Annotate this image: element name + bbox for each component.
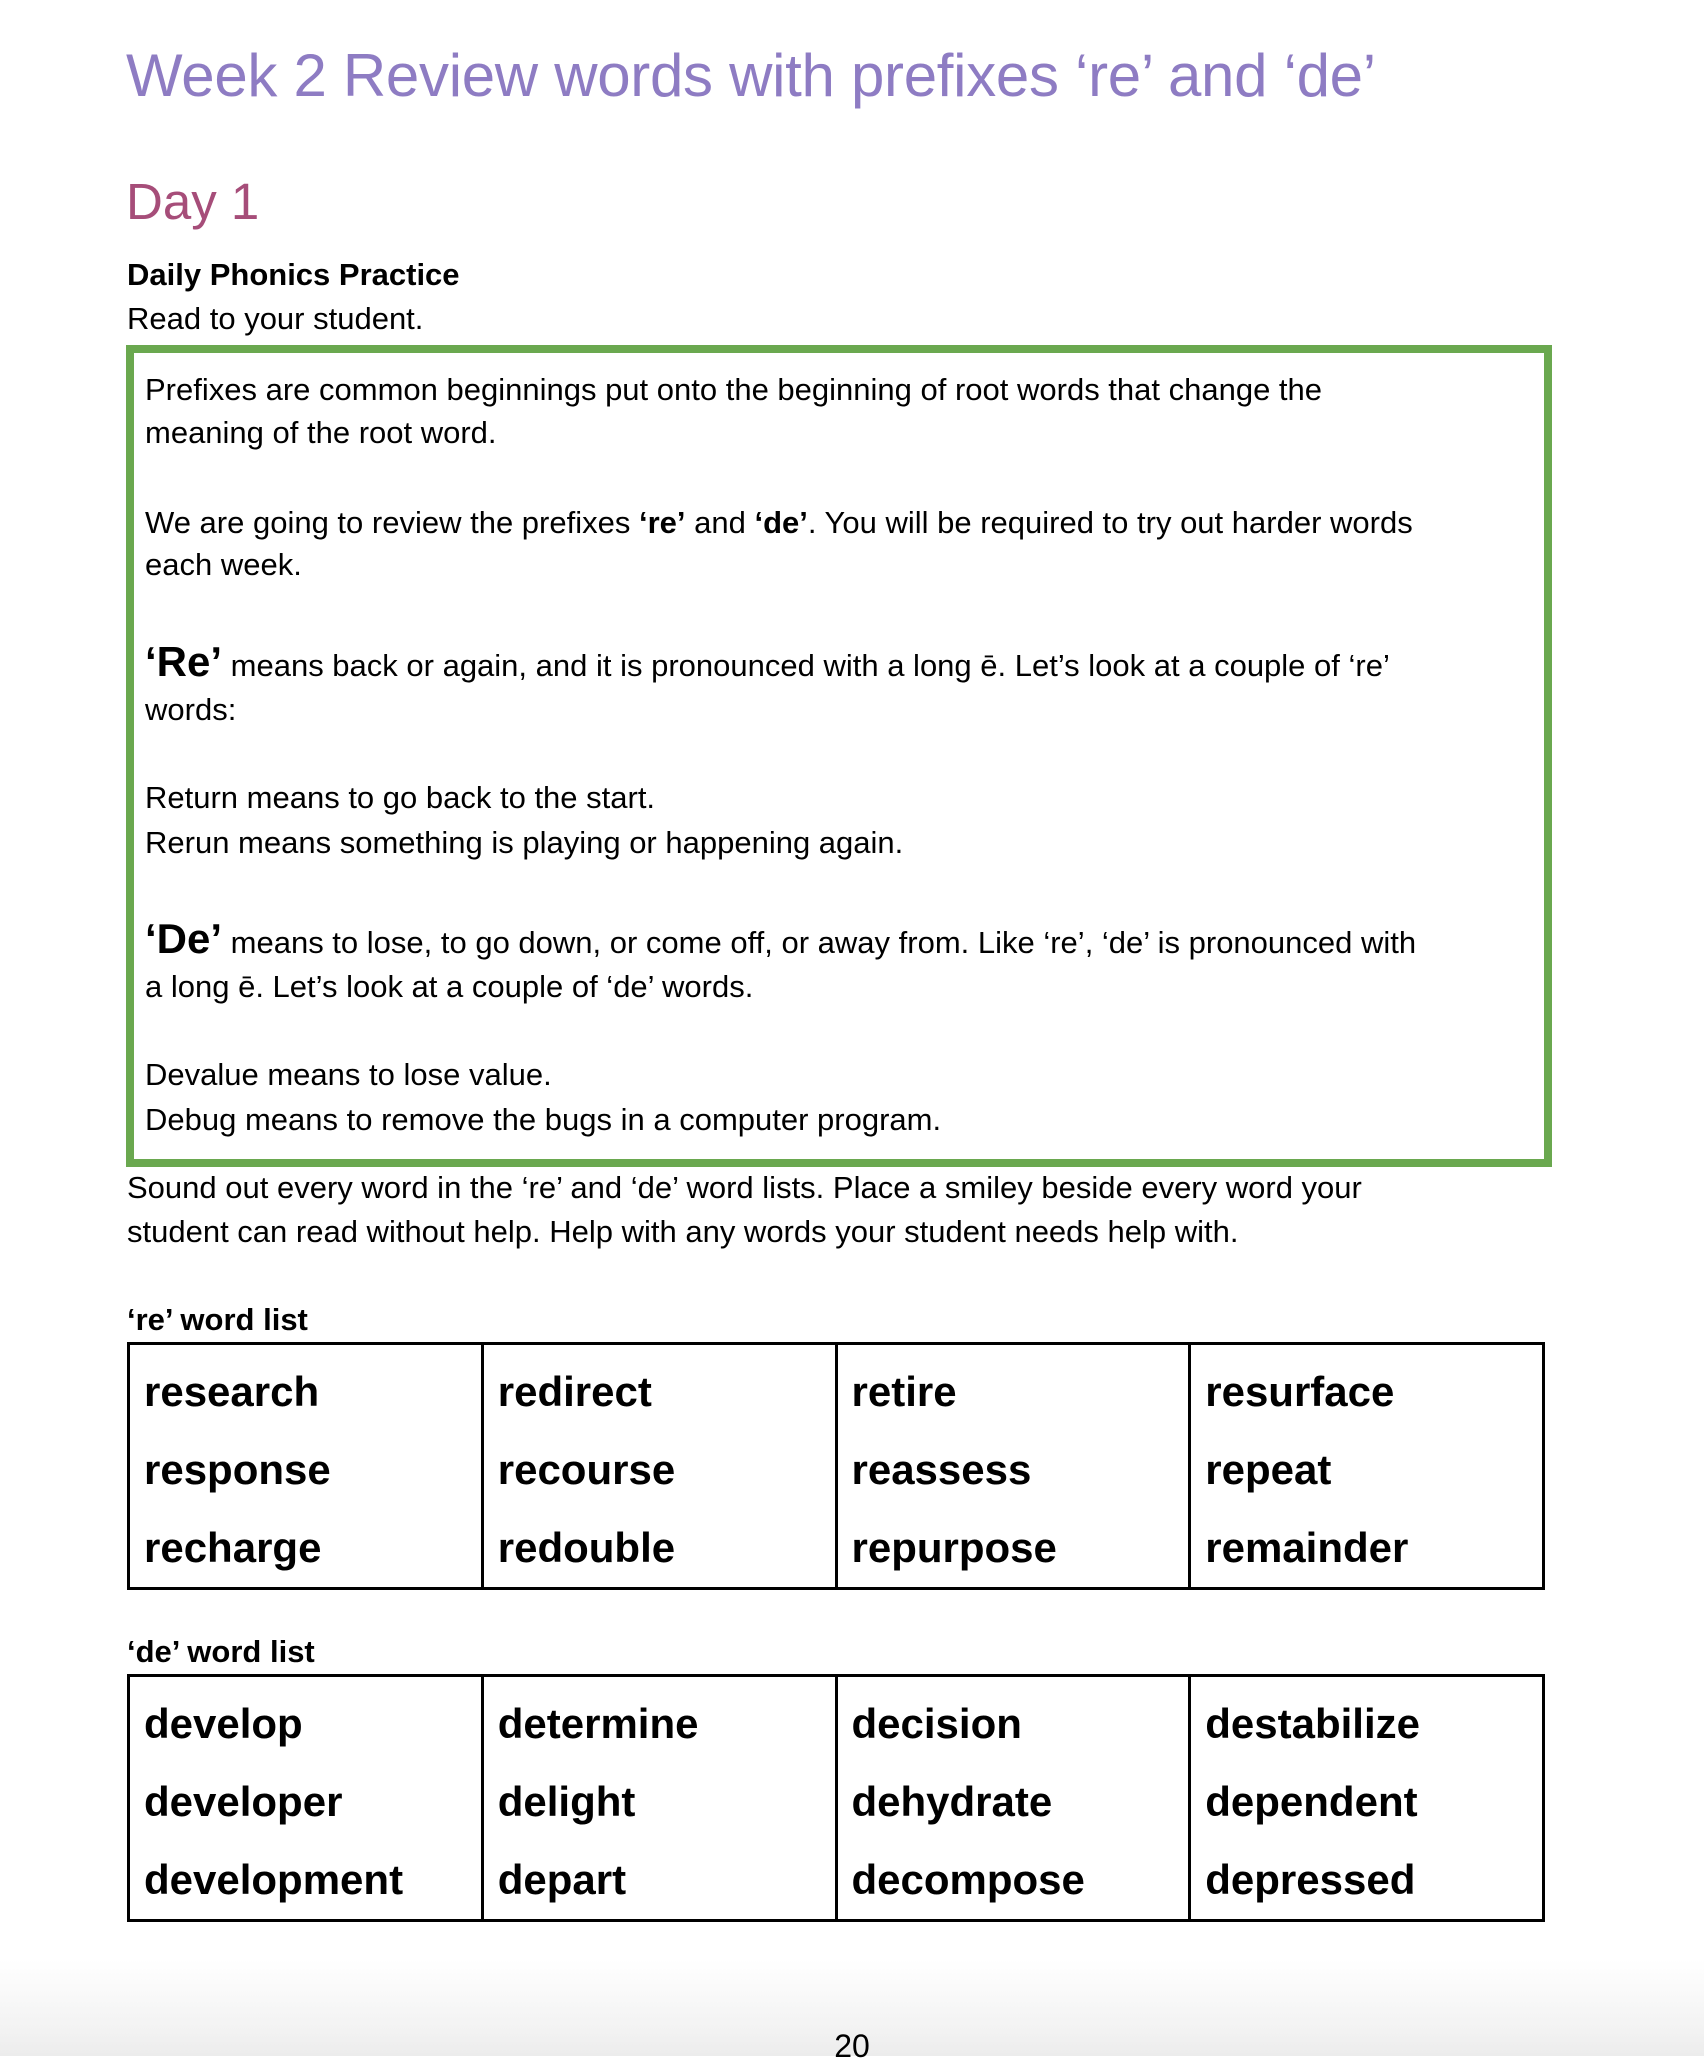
re-column-1 bbox=[129, 1344, 483, 1589]
de-definition-text: means to lose, to go down, or come off, or away from. Like ‘re’, ‘de’ is pronounced with bbox=[222, 925, 1417, 960]
word-cell: redouble bbox=[497, 1524, 676, 1571]
word-cell: delight bbox=[497, 1778, 636, 1825]
day-heading: Day 1 bbox=[126, 173, 260, 230]
word-cell: destabilize bbox=[1205, 1700, 1420, 1747]
word-cell: remainder bbox=[1205, 1524, 1409, 1571]
word-cell: resurface bbox=[1205, 1368, 1395, 1415]
box-para1-line2: meaning of the root word. bbox=[145, 415, 497, 450]
re-word-list-label: ‘re’ word list bbox=[127, 1302, 308, 1337]
de-column-2 bbox=[482, 1676, 836, 1921]
de-column-3 bbox=[836, 1676, 1190, 1921]
word-cell: develop bbox=[144, 1700, 303, 1747]
word-cell: depressed bbox=[1205, 1856, 1416, 1903]
instructions-line2: student can read without help. Help with any words your student needs help with. bbox=[127, 1214, 1239, 1249]
de-example-1: Devalue means to lose value. bbox=[145, 1057, 552, 1092]
de-column-4 bbox=[1190, 1676, 1544, 1921]
word-cell: decision bbox=[851, 1700, 1022, 1747]
word-cell: determine bbox=[497, 1700, 699, 1747]
de-example-2: Debug means to remove the bugs in a computer program. bbox=[145, 1102, 942, 1137]
page-title: Week 2 Review words with prefixes ‘re’ and ‘de’ bbox=[126, 42, 1376, 109]
read-aloud-box bbox=[126, 345, 1552, 1167]
word-cell: decompose bbox=[851, 1856, 1085, 1903]
de-definition-line1 bbox=[145, 917, 1416, 965]
word-cell: research bbox=[144, 1368, 320, 1415]
re-definition-line2: words: bbox=[145, 692, 237, 727]
box-para2-line2: each week. bbox=[145, 547, 302, 582]
instructions-line1: Sound out every word in the ‘re’ and ‘de’ word lists. Place a smiley beside every word your bbox=[127, 1170, 1362, 1205]
re-definition-text: means back or again, and it is pronounced with a long ē. Let’s look at a couple of ‘re’ bbox=[222, 648, 1390, 683]
de-column-1 bbox=[129, 1676, 483, 1921]
de-word-list-label: ‘de’ word list bbox=[127, 1634, 315, 1669]
section-instruction: Read to your student. bbox=[127, 301, 424, 336]
box-para2-text-a: We are going to review the prefixes bbox=[145, 505, 639, 540]
box-para1-line1: Prefixes are common beginnings put onto the beginning of root words that change the bbox=[145, 372, 1323, 407]
table-row bbox=[129, 1344, 1544, 1589]
word-cell: redirect bbox=[497, 1368, 652, 1415]
page-number: 20 bbox=[834, 2028, 870, 2064]
re-definition-line1 bbox=[145, 640, 1390, 688]
word-cell: repurpose bbox=[851, 1524, 1057, 1571]
word-cell: recourse bbox=[497, 1446, 676, 1493]
box-para2-text-c: . You will be required to try out harder words bbox=[807, 505, 1413, 540]
word-cell: dehydrate bbox=[851, 1778, 1053, 1825]
re-example-1: Return means to go back to the start. bbox=[145, 780, 656, 815]
re-term: ‘Re’ bbox=[145, 638, 223, 685]
word-cell: dependent bbox=[1205, 1778, 1418, 1825]
box-para2-text-b: and bbox=[685, 505, 755, 540]
word-cell: development bbox=[144, 1856, 404, 1903]
word-cell: recharge bbox=[144, 1524, 322, 1571]
word-cell: reassess bbox=[851, 1446, 1032, 1493]
box-para2-line1 bbox=[145, 503, 1413, 543]
de-definition-line2: a long ē. Let’s look at a couple of ‘de’ words. bbox=[145, 969, 754, 1004]
de-word-table bbox=[127, 1674, 1545, 1922]
re-column-2 bbox=[482, 1344, 836, 1589]
re-column-3 bbox=[836, 1344, 1190, 1589]
word-cell: depart bbox=[497, 1856, 627, 1903]
re-column-4 bbox=[1190, 1344, 1544, 1589]
table-row bbox=[129, 1676, 1544, 1921]
prefix-re-emphasis: ‘re’ bbox=[638, 505, 686, 540]
re-example-2: Rerun means something is playing or happening again. bbox=[145, 825, 904, 860]
word-cell: developer bbox=[144, 1778, 343, 1825]
prefix-de-emphasis: ‘de’ bbox=[754, 505, 808, 540]
re-word-table bbox=[127, 1342, 1545, 1590]
section-heading: Daily Phonics Practice bbox=[127, 257, 460, 292]
word-cell: retire bbox=[851, 1368, 957, 1415]
de-term: ‘De’ bbox=[145, 915, 223, 962]
word-cell: repeat bbox=[1205, 1446, 1332, 1493]
word-cell: response bbox=[144, 1446, 331, 1493]
